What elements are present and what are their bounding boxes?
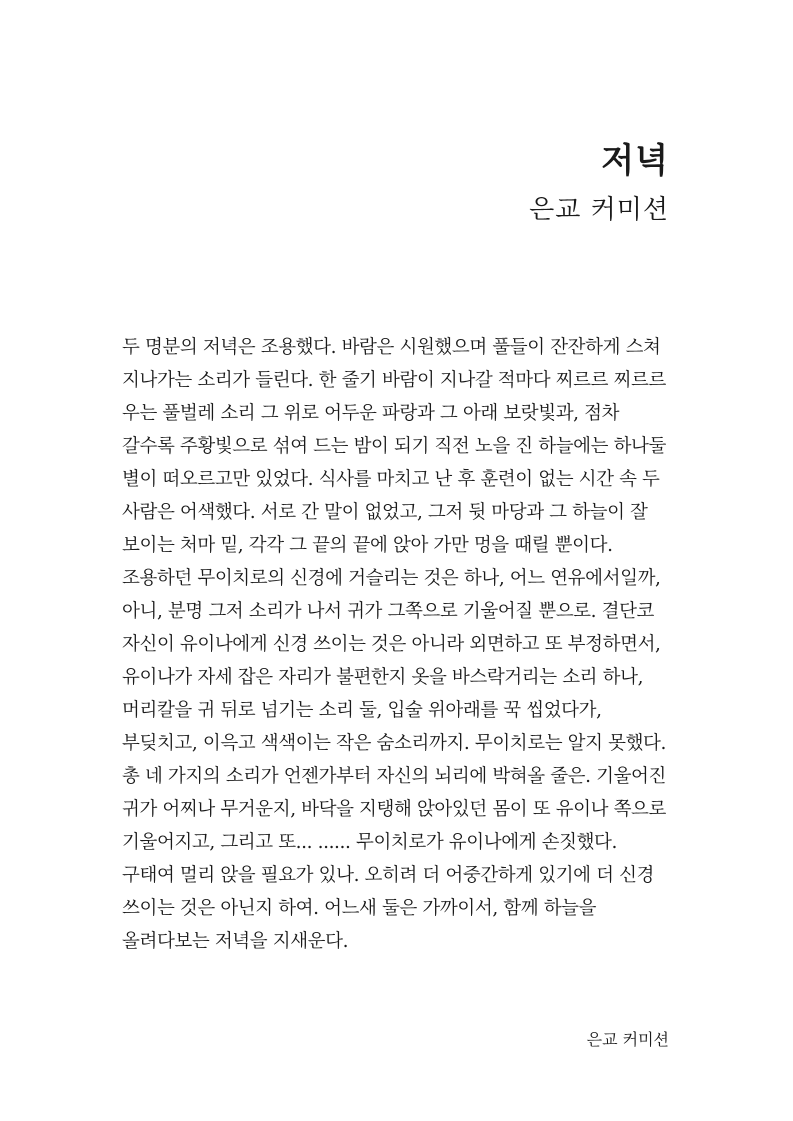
body-line: 두 명분의 저녁은 조용했다. 바람은 시원했으며 풀들이 잔잔하게 스쳐 [122, 337, 661, 358]
document-title: 저녁 [601, 141, 669, 181]
body-line: 쓰이는 것은 아닌지 하여. 어느새 둘은 가까이서, 함께 하늘을 [122, 898, 597, 919]
body-line: 조용하던 무이치로의 신경에 거슬리는 것은 하나, 어느 연유에서일까, [122, 568, 661, 589]
body-line: 구태여 멀리 앉을 필요가 있나. 오히려 더 어중간하게 있기에 더 신경 [122, 865, 655, 886]
body-line: 유이나가 자세 잡은 자리가 불편한지 옷을 바스락거리는 소리 하나, [122, 667, 644, 688]
body-line: 갈수록 주황빛으로 섞여 드는 밤이 되기 직전 노을 진 하늘에는 하나둘 [122, 436, 666, 457]
body-line: 지나가는 소리가 들린다. 한 줄기 바람이 지나갈 적마다 찌르르 찌르르 [122, 370, 666, 391]
body-line: 총 네 가지의 소리가 언젠가부터 자신의 뇌리에 박혀올 줄은. 기울어진 [122, 766, 666, 787]
title-block [529, 138, 669, 228]
body-line: 보이는 처마 밑, 각각 그 끝의 끝에 앉아 가만 멍을 때릴 뿐이다. [122, 535, 613, 556]
body-line: 올려다보는 저녁을 지새운다. [122, 931, 349, 952]
body-line: 귀가 어찌나 무거운지, 바닥을 지탱해 앉아있던 몸이 또 유이나 쪽으로 [122, 799, 666, 820]
signature: 은교 커미션 [586, 1030, 669, 1049]
body-line: 부딪치고, 이윽고 색색이는 작은 숨소리까지. 무이치로는 알지 못했다. [122, 733, 666, 754]
body-line: 별이 떠오르고만 있었다. 식사를 마치고 난 후 훈련이 없는 시간 속 두 [122, 469, 660, 490]
body-line: 아니, 분명 그저 소리가 나서 귀가 그쪽으로 기울어질 뿐으로. 결단코 [122, 601, 655, 622]
document-subtitle: 은교 커미션 [529, 195, 669, 225]
body-line: 머리칼을 귀 뒤로 넘기는 소리 둘, 입술 위아래를 꾹 씹었다가, [122, 700, 602, 721]
body-line: 우는 풀벌레 소리 그 위로 어두운 파랑과 그 아래 보랏빛과, 점차 [122, 403, 620, 424]
body-text [122, 331, 682, 958]
body-line: 자신이 유이나에게 신경 쓰이는 것은 아니라 외면하고 또 부정하면서, [122, 634, 661, 655]
body-line: 기울어지고, 그리고 또... ...... 무이치로가 유이나에게 손짓했다. [122, 832, 618, 853]
body-line: 사람은 어색했다. 서로 간 말이 없었고, 그저 뒷 마당과 그 하늘이 잘 [122, 502, 648, 523]
